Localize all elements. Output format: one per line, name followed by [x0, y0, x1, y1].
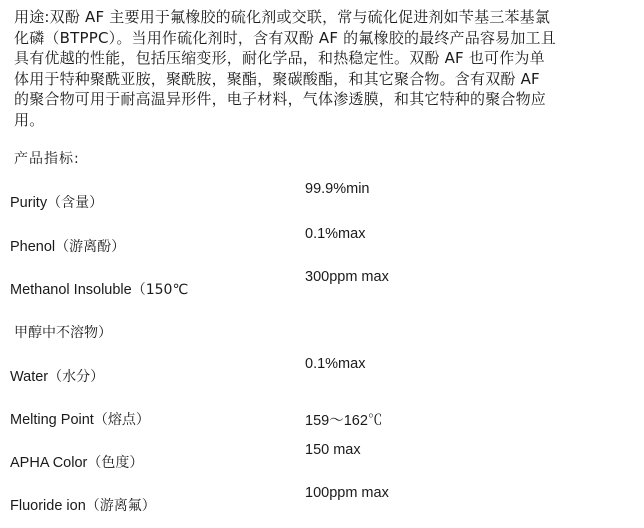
spec-name-en: Water — [10, 369, 49, 385]
spec-row-phenol — [0, 226, 644, 256]
usage-line: 的聚合物可用于耐高温异形件，电子材料，气体渗透膜，和其它特种的聚合物应 — [14, 90, 547, 109]
spec-title: 产品指标: — [14, 151, 80, 167]
methanol-note: 甲醇中不溶物） — [14, 325, 112, 341]
spec-name-cn: （水分） — [48, 369, 105, 385]
spec-row-melting-point — [0, 409, 644, 429]
spec-name — [10, 409, 150, 429]
spec-name-cn: （游离酚） — [55, 239, 126, 255]
spec-row-purity — [0, 181, 644, 212]
spec-row-water — [0, 356, 644, 386]
spec-name-cn: （含量） — [47, 195, 104, 211]
spec-name-en: Phenol — [10, 239, 56, 255]
spec-row-fluoride-ion — [0, 485, 644, 515]
spec-name-cn: （150℃ — [131, 282, 189, 298]
spec-name-en: APHA Color — [10, 455, 88, 471]
usage-line: 化磷（BTPPC）。当用作硫化剂时，含有双酚 AF 的氟橡胶的最终产品容易加工且 — [14, 28, 556, 47]
spec-name-cn: （游离氟） — [85, 498, 156, 514]
spec-value: 150 max — [305, 442, 361, 458]
spec-value: 159～162℃ — [305, 413, 383, 429]
spec-name — [10, 279, 188, 299]
spec-value: 300ppm max — [305, 269, 389, 285]
usage-paragraph — [14, 7, 632, 131]
spec-value: 99.9%min — [305, 181, 370, 197]
usage-line: 体用于特种聚酰亚胺，聚酰胺，聚酯，聚碳酸酯，和其它聚合物。含有双酚 AF — [14, 69, 540, 88]
spec-row-methanol — [0, 269, 644, 299]
spec-value: 0.1%max — [305, 226, 366, 242]
spec-name-cn: （色度） — [87, 455, 144, 471]
spec-value: 0.1%max — [305, 356, 366, 372]
usage-line: 用。 — [14, 110, 45, 129]
spec-name-cn: （熔点） — [93, 412, 150, 428]
spec-name — [10, 236, 125, 256]
spec-value: 100ppm max — [305, 485, 389, 501]
spec-name — [10, 366, 104, 386]
spec-name — [10, 495, 156, 515]
spec-name-en: Fluoride ion — [10, 498, 86, 514]
usage-line: 具有优越的性能，包括压缩变形，耐化学品，和热稳定性。双酚 AF 也可作为单 — [14, 49, 545, 68]
spec-name — [10, 452, 143, 472]
spec-name — [10, 192, 103, 212]
usage-line: 用途:双酚 AF 主要用于氟橡胶的硫化剂或交联，常与硫化促进剂如苄基三苯基氯 — [14, 8, 551, 26]
spec-row-apha-color — [0, 442, 644, 472]
spec-name-en: Melting Point — [10, 412, 94, 428]
spec-name-en: Methanol Insoluble — [10, 282, 132, 298]
spec-name-en: Purity — [10, 195, 48, 211]
